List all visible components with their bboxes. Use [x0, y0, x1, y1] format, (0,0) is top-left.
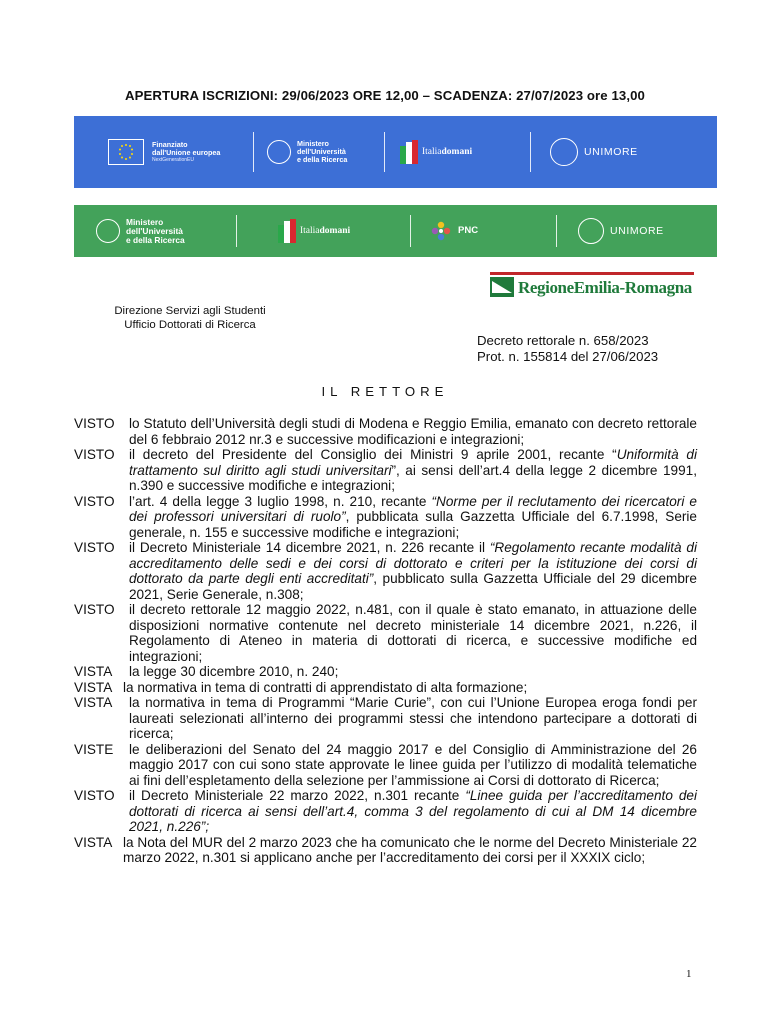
- ministry-line3: e della Ricerca: [126, 234, 185, 245]
- recital-entry: [74, 742, 697, 789]
- divider: [384, 132, 385, 172]
- divider: [530, 132, 531, 172]
- ministry-seal-icon: [96, 219, 120, 243]
- recital-title-italic: “Regolamento recante modalità di accreditamento delle sedi e dei corsi di dottorato e criteri per la istituzione dei corsi di dottorato da parte degli enti accreditati”: [129, 540, 697, 586]
- recital-text-part: il Decreto Ministeriale 22 marzo 2022, n.301 recante: [129, 788, 466, 803]
- page-number: 1: [686, 968, 692, 980]
- divider: [236, 215, 237, 247]
- divider: [556, 215, 557, 247]
- recital-label: VISTE: [74, 741, 114, 757]
- unimore-label: UNIMORE: [584, 146, 638, 158]
- recital-label: VISTO: [74, 602, 115, 617]
- ministry-line2: dell'Università: [297, 147, 346, 156]
- recital-entry: [74, 540, 697, 602]
- recital-title-italic: Uniformità di trattamento sul diritto agli studi universitari: [129, 447, 697, 478]
- recital-entry: [74, 695, 697, 742]
- recital-entry: [74, 494, 697, 541]
- divider: [410, 215, 411, 247]
- recital-text: [129, 447, 697, 494]
- enrollment-dates-header: APERTURA ISCRIZIONI: 29/06/2023 ORE 12,00 – SCADENZA: 27/07/2023 ore 13,00: [125, 88, 645, 103]
- recital-text: le deliberazioni del Senato del 24 maggio 2017 e del Consiglio di Amministrazione del 26 maggio 2017 con cui sono state approvate le linee guida per l’utilizzo di modalità telematiche ai fini dell’espletamento della selezione per l’ammissione ai Corsi di dottorato di Ricerca;: [129, 741, 697, 788]
- recital-text-part: , pubblicato sulla Gazzetta Ufficiale del 29 dicembre 2021, Serie Generale, n.308;: [129, 571, 697, 602]
- recital-text-part: l’art. 4 della legge 3 luglio 1998, n. 210, recante: [129, 493, 432, 509]
- eu-flag-icon: [108, 139, 144, 165]
- recitals-list: [74, 416, 697, 866]
- recital-label: VISTO: [74, 788, 115, 803]
- recital-text-part: il decreto del Presidente del Consiglio dei Ministri 9 aprile 2001, recante “: [129, 447, 617, 462]
- decree-number: Decreto rettorale n. 658/2023: [477, 333, 649, 348]
- italia-domani-tricolor-icon: [278, 219, 296, 243]
- recital-label: VISTO: [74, 540, 115, 555]
- regione-emilia-romagna-logo: RegioneEmilia-Romagna: [518, 278, 692, 297]
- recital-text: lo Statuto dell’Università degli studi di Modena e Reggio Emilia, emanato con decreto rettorale del 6 febbraio 2012 nr.3 e successive modificazioni e integrazioni;: [129, 416, 697, 447]
- recital-text: la normativa in tema di contratti di apprendistato di alta formazione;: [123, 679, 528, 695]
- recital-entry: [74, 447, 697, 494]
- pnc-logos-banner: [74, 205, 717, 257]
- recital-text: il decreto rettorale 12 maggio 2022, n.481, con il quale è stato emanato, in attuazione delle disposizioni normative contenute nel decreto ministeriale 14 dicembre 2021, n.226, il Regolamento di Ateneo in materia di dottorati di ricerca, e successive modifiche ed integrazioni;: [129, 602, 697, 664]
- recital-text-part: il Decreto Ministeriale 14 dicembre 2021, n. 226 recante il: [129, 540, 490, 555]
- recital-label: VISTO: [74, 493, 115, 509]
- italia-domani-brand: Italiadomani: [422, 147, 473, 157]
- recital-text-part: , pubblicata sulla Gazzetta Ufficiale del 6.7.1998, Serie generale, n. 155 e successive modifiche e integrazioni;: [129, 509, 697, 540]
- recital-label: VISTO: [74, 416, 115, 431]
- recital-text: la Nota del MUR del 2 marzo 2023 che ha comunicato che le norme del Decreto Ministeriale 22 marzo 2022, n.301 si applicano anche per l’accreditamento dei corsi per il XXXIX ciclo;: [123, 834, 697, 865]
- ministry-line3: e della Ricerca: [297, 155, 348, 164]
- pnc-label: PNC: [458, 225, 479, 236]
- protocol-number: Prot. n. 155814 del 27/06/2023: [477, 349, 659, 364]
- ministry-line1: Ministero: [297, 139, 329, 148]
- recital-text: [129, 540, 697, 602]
- unimore-seal-icon: [550, 138, 578, 166]
- recital-text-part: ”, ai sensi dell’art.4 della legge 2 dicembre 1991, n.390 e successive modifiche e integrazioni;: [129, 462, 697, 493]
- recital-text: [129, 788, 697, 835]
- unimore-label: UNIMORE: [610, 225, 664, 237]
- pnc-flower-icon: [430, 220, 452, 242]
- recital-title-italic: “Norme per il reclutamento dei ricercatori e dei professori universitari di ruolo”: [129, 493, 697, 524]
- recital-label: VISTA: [74, 834, 113, 850]
- divider: [253, 132, 254, 172]
- unimore-seal-icon: [578, 218, 604, 244]
- ministry-line2: dell'Università: [126, 225, 183, 236]
- eu-funding-line3: NextGenerationEU: [152, 157, 194, 163]
- office-line2: Ufficio Dottorati di Ricerca: [124, 319, 256, 331]
- recital-entry: [74, 602, 697, 664]
- document-title: IL RETTORE: [321, 384, 449, 399]
- regione-emblem-icon: [490, 277, 514, 297]
- eu-funding-line2: dall'Unione europea: [152, 148, 221, 157]
- recital-entry: [74, 416, 697, 447]
- regione-red-rule: [490, 272, 694, 275]
- italia-domani-tricolor-icon: [400, 140, 418, 164]
- italia-domani-brand: Italiadomani: [300, 226, 351, 236]
- recital-entry: [74, 680, 697, 696]
- recital-label: VISTA: [74, 664, 113, 679]
- recital-label: VISTO: [74, 447, 115, 462]
- funding-logos-banner: [74, 116, 717, 188]
- recital-label: VISTA: [74, 679, 113, 695]
- recital-entry: [74, 788, 697, 835]
- recital-text: la legge 30 dicembre 2010, n. 240;: [129, 664, 339, 679]
- ministry-seal-icon: [267, 140, 291, 164]
- recital-entry: [74, 835, 697, 866]
- eu-funding-title: Finanziato: [152, 140, 188, 149]
- recital-label: VISTA: [74, 695, 113, 710]
- recital-title-italic: “Linee guida per l’accreditamento dei dottorati di ricerca ai sensi dell’art.4, comma 3 del regolamento di cui al DM 14 dicembre 2021, n.226”;: [129, 788, 697, 834]
- ministry-line1: Ministero: [126, 216, 164, 227]
- office-line1: Direzione Servizi agli Studenti: [114, 305, 266, 317]
- recital-entry: [74, 664, 697, 680]
- recital-text: la normativa in tema di Programmi “Marie Curie”, con cui l’Unione Europea eroga fondi per laureati selezionati all’interno dei programmi stessi che intendono partecipare a dottorati di ricerca;: [129, 695, 697, 741]
- recital-text: [129, 494, 697, 541]
